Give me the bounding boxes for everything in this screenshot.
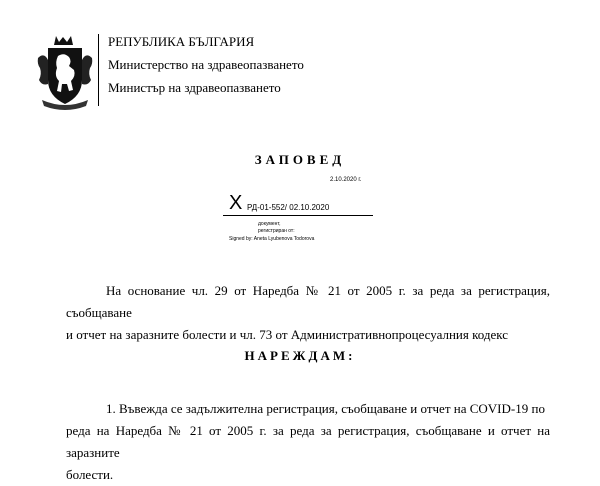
coat-of-arms-lion-icon [36, 34, 94, 110]
sign-date: 2.10.2020 г. [330, 177, 362, 183]
minister-title: Министър на здравеопазването [108, 80, 281, 95]
signature-line [223, 215, 373, 216]
registration-number: РД-01-552/ 02.10.2020 [247, 203, 330, 212]
signature-mark: X [229, 192, 243, 214]
order-heading: НАРЕЖДАМ: [244, 348, 356, 363]
legal-basis-paragraph [66, 280, 550, 346]
item1-line-3: болести. [66, 467, 114, 482]
basis-line-1: На основание чл. 29 от Наредба № 21 от 2005 г. за реда за регистрация, съобщаване [66, 283, 550, 320]
item1-line-2: реда на Наредба № 21 от 2005 г. за реда за регистрация, съобщаване и отчет на заразните [66, 423, 550, 460]
signed-by: Signed by: Aneta Lyubenova Todorova [229, 236, 315, 242]
document-title: ЗАПОВЕД [254, 152, 346, 167]
basis-line-2: и отчет на заразните болести и чл. 73 от Административнопроцесуалния кодекс [66, 327, 509, 342]
header-divider [98, 34, 99, 106]
item1-line-1: 1. Въвежда се задължителна регистрация, съобщаване и отчет на COVID-19 по [106, 401, 545, 416]
country-name: РЕПУБЛИКА БЪЛГАРИЯ [108, 34, 255, 49]
registered-label: регистриран от: [258, 228, 295, 234]
order-item-1 [66, 398, 550, 486]
document-label: документ, [258, 221, 281, 227]
ministry-name: Министерство на здравеопазването [108, 57, 304, 72]
